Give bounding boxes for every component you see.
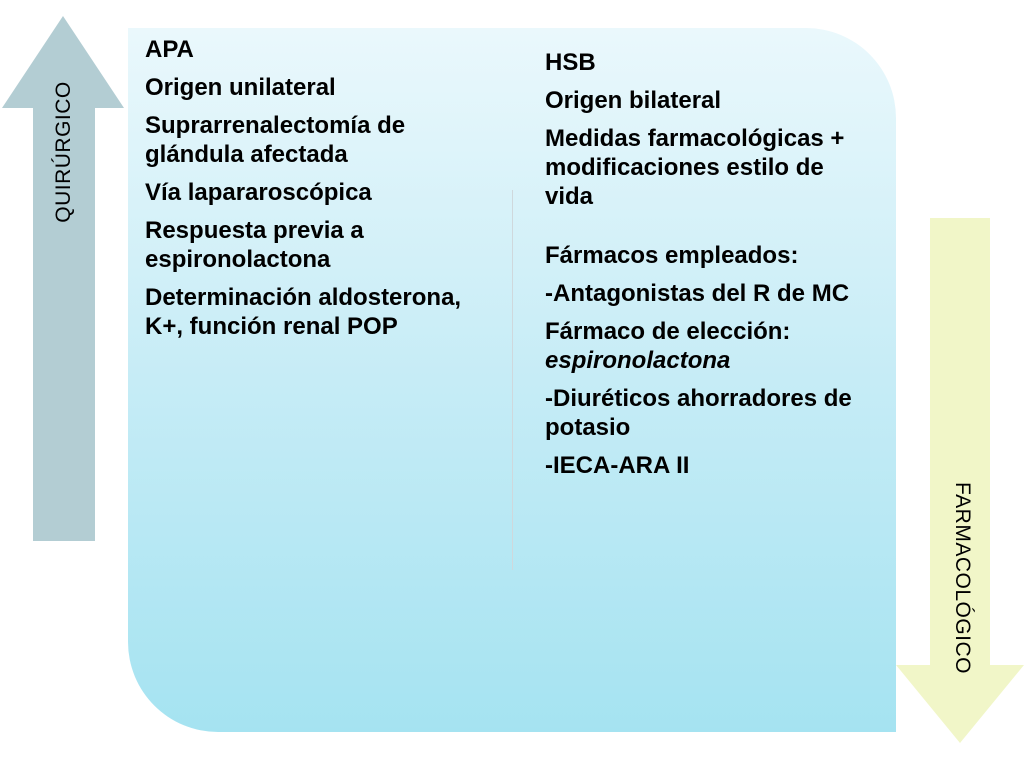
hsb-choice [545, 317, 875, 375]
hsb-choice-label: Fármaco de elección: [545, 318, 791, 345]
hsb-column [545, 48, 875, 489]
pharmacological-label: FARMACOLÓGICO [951, 481, 974, 675]
apa-response: Respuesta previa a espironolactona [145, 217, 364, 273]
column-divider [512, 190, 513, 570]
hsb-drugs-heading: Fármacos empleados: [545, 242, 799, 269]
hsb-title: HSB [545, 49, 596, 76]
apa-route: Vía lapararoscópica [145, 179, 372, 206]
hsb-measures: Medidas farmacológicas + modificaciones estilo de vida [545, 125, 845, 210]
surgical-label: QUIRÚRGICO [52, 81, 75, 223]
apa-surgery: Suprarrenalectomía de glándula afectada [145, 112, 406, 168]
hsb-choice-drug: espironolactona [545, 347, 731, 374]
apa-origin: Origen unilateral [145, 74, 336, 101]
apa-column [145, 35, 495, 350]
hsb-origin: Origen bilateral [545, 87, 722, 114]
apa-determination: Determinación aldosterona, K+, función renal POP [145, 284, 462, 340]
apa-title: APA [145, 36, 194, 63]
hsb-ieca: -IECA-ARA II [545, 452, 690, 479]
hsb-antagonists: -Antagonistas del R de MC [545, 280, 850, 307]
hsb-diuretics: -Diuréticos ahorradores de potasio [545, 385, 852, 441]
